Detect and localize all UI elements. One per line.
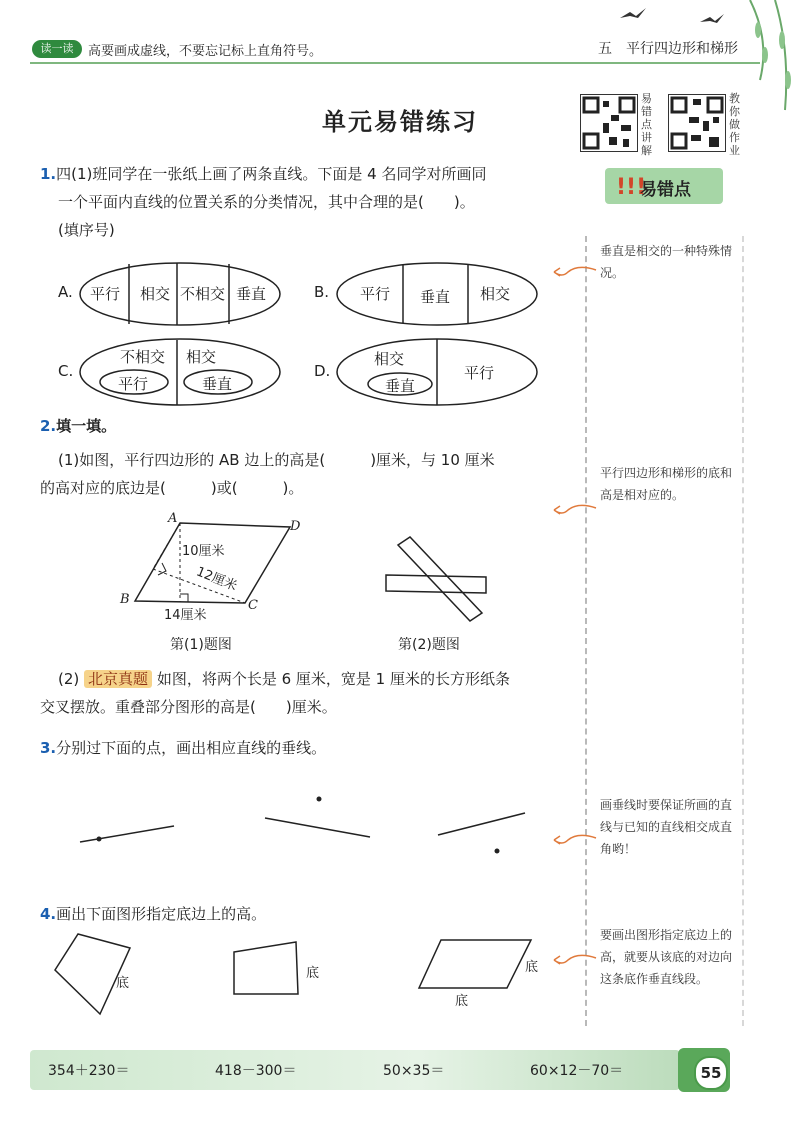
line-1 xyxy=(80,826,174,842)
option-d-perpendicular: 垂直 xyxy=(385,377,416,395)
option-d-parallel: 平行 xyxy=(464,364,495,382)
side-panel-title: 易错点 xyxy=(640,180,691,200)
option-d-intersect: 相交 xyxy=(374,350,405,368)
option-a-perpendicular: 垂直 xyxy=(236,285,267,303)
side-panel-border xyxy=(585,236,744,1026)
chapter-title: 五 平行四边形和梯形 xyxy=(598,41,738,57)
q3-lines-and-points xyxy=(70,785,530,865)
option-b-label: B. xyxy=(314,283,330,301)
qr-code-homework[interactable] xyxy=(668,94,726,152)
page-number: 55 xyxy=(694,1056,728,1090)
q1-text: 1.四(1)班同学在一张纸上画了两条直线。下面是 4 名同学对所画同 一个平面内直线的位置关系的分类情况，其中合理的是( )。 (填序号) xyxy=(40,165,487,239)
option-c-label: C. xyxy=(58,362,74,380)
qr-code-icon xyxy=(669,95,725,151)
tip-badge: 读一读 xyxy=(32,40,82,58)
option-b-intersect: 相交 xyxy=(480,285,511,303)
page-title: 单元易错练习 xyxy=(322,108,478,136)
q3-text: 3.分别过下面的点，画出相应直线的垂线。 xyxy=(40,739,327,757)
q4-parallelogram xyxy=(415,936,535,996)
figure2-caption: 第(2)题图 xyxy=(398,637,460,653)
option-a-label: A. xyxy=(58,283,73,301)
vertex-d: D xyxy=(290,519,301,534)
arrow-icon xyxy=(548,830,598,850)
figure1-caption: 第(1)题图 xyxy=(170,637,232,653)
option-b-perpendicular: 垂直 xyxy=(420,288,451,306)
option-c-diagram xyxy=(78,336,283,408)
side-note-1: 垂直是相交的一种特殊情况。 xyxy=(600,244,733,280)
qr-label-homework: 教 你 做 作 业 xyxy=(729,92,740,157)
tip-text: 高要画成虚线，不要忘记标上直角符号。 xyxy=(88,44,323,59)
height-12cm-label: 12厘米 xyxy=(193,564,240,595)
mental-calc-3: 50×35＝ xyxy=(383,1063,445,1079)
q2-part2-text: (2) 北京真题 如图，将两个长是 6 厘米，宽是 1 厘米的长方形纸条 交叉摆放。重叠部分图形的高是( )厘米。 xyxy=(40,670,510,716)
arrow-icon xyxy=(548,950,598,970)
header-divider xyxy=(30,62,760,64)
q4-text: 4.画出下面图形指定底边上的高。 xyxy=(40,905,267,923)
svg-text:!!!: !!! xyxy=(616,175,647,200)
q2-figure1-parallelogram xyxy=(110,505,320,625)
exclamation-icon xyxy=(614,170,647,200)
option-c-perpendicular: 垂直 xyxy=(202,375,233,393)
beijing-exam-tag: 北京真题 xyxy=(84,670,152,688)
q4-base-label-3: 底 xyxy=(525,960,539,975)
point-on-line-1 xyxy=(97,837,102,842)
point-above-line-2 xyxy=(317,797,322,802)
option-d-label: D. xyxy=(314,362,331,380)
q4-base-label-1: 底 xyxy=(116,976,130,991)
option-c-not-intersect: 不相交 xyxy=(120,348,166,366)
side-note-2: 平行四边形和梯形的底和高是相对应的。 xyxy=(600,466,733,502)
mental-calc-4: 60×12－70＝ xyxy=(530,1063,624,1079)
q1-number: 1. xyxy=(40,165,57,183)
q2-part1-text: (1)如图，平行四边形的 AB 边上的高是( )厘米，与 10 厘米 的高对应的底边是( )或( )。 xyxy=(40,451,495,497)
bird-icon xyxy=(700,14,724,23)
arrow-icon xyxy=(548,500,598,520)
base-14cm-label: 14厘米 xyxy=(164,608,207,623)
qr-code-errors[interactable] xyxy=(580,94,638,152)
q4-base-label-2: 底 xyxy=(306,966,320,981)
option-b-parallel: 平行 xyxy=(360,285,391,303)
arrow-icon xyxy=(548,262,598,282)
height-10cm-label: 10厘米 xyxy=(182,544,225,559)
q4-trapezoid xyxy=(230,938,310,1000)
line-2 xyxy=(265,818,370,837)
point-below-line-3 xyxy=(495,849,500,854)
option-d-diagram xyxy=(335,336,540,408)
qr-label-errors: 易 错 点 讲 解 xyxy=(641,92,652,157)
bird-icon xyxy=(620,8,646,18)
option-a-not-intersect: 不相交 xyxy=(180,285,226,303)
q2-figure2-crossed-strips xyxy=(380,535,490,625)
vertex-c: C xyxy=(248,598,258,613)
qr-code-icon xyxy=(581,95,637,151)
mental-calc-2: 418－300＝ xyxy=(215,1063,297,1079)
line-3 xyxy=(438,813,525,835)
option-c-intersect: 相交 xyxy=(186,348,217,366)
side-note-3: 画垂线时要保证所画的直线与已知的直线相交成直角哟！ xyxy=(600,798,733,856)
side-note-4: 要画出图形指定底边上的高，就要从该底的对边向这条底作垂直线段。 xyxy=(600,928,733,986)
option-c-parallel: 平行 xyxy=(118,375,149,393)
q4-base-label-4: 底 xyxy=(455,994,469,1009)
option-a-intersect: 相交 xyxy=(140,285,171,303)
q2-title: 2.填一填。 xyxy=(40,417,117,435)
vertex-b: B xyxy=(120,592,130,607)
vertex-a: A xyxy=(168,511,178,526)
mental-calc-1: 354＋230＝ xyxy=(48,1063,130,1079)
option-a-parallel: 平行 xyxy=(90,285,121,303)
